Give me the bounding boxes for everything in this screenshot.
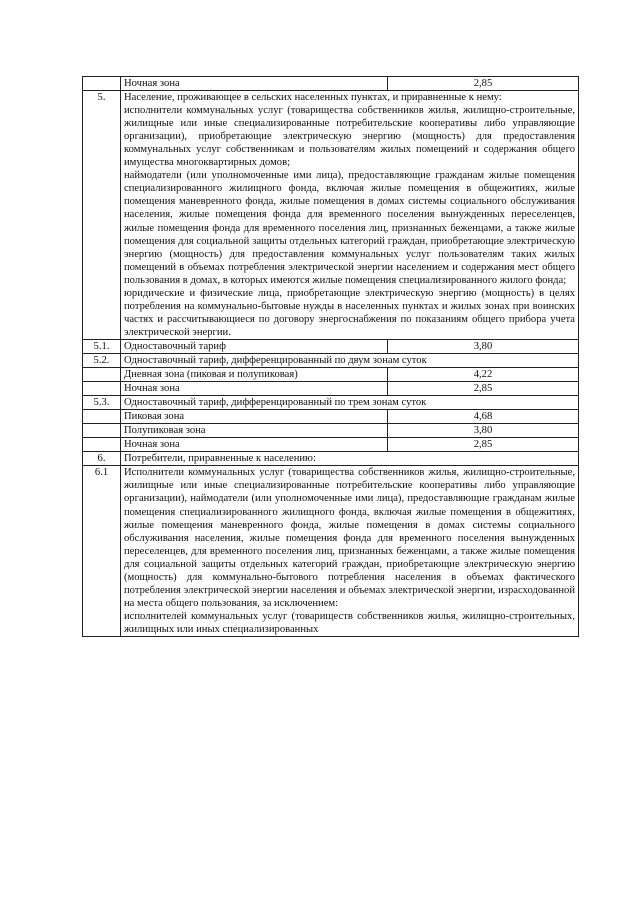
paragraph: Население, проживающее в сельских населенных пунктах, и приравненные к нему:: [124, 92, 502, 104]
tariff-label: Пиковая зона: [121, 410, 388, 424]
table-row: [83, 382, 579, 396]
table-row: [83, 424, 579, 438]
tariff-document: [82, 76, 578, 637]
tariff-value: 3,80: [388, 339, 579, 353]
row-number: 5.: [83, 91, 121, 340]
table-row: [83, 339, 579, 353]
paragraph: Исполнители коммунальных услуг (товарищества собственников жилья, жилищно-строительные, жилищные или иные специализированные потребительские кооперативы либо управляющие организации), наймодатели (или уполномоченные ими лица), предоставляющие гражданам жилые помещения специализированного жилищного фонда, включая жилые помещения в общежитиях, жилые помещения маневренного фонда, жилые помещения в домах системы социального обслуживания населения, жилые помещения фонда для временного поселения вынужденных переселенцев, для временного поселения лиц, признанных беженцами, а также жилые помещения для социальной защиты отдельных категорий граждан, приобретающие электрическую энергию (мощность) для коммунально-бытового потребления населения в объемах фактического потребления электрической энергии населения и объемах электрической энергии, израсходованной на места общего пользования, за исключением:: [124, 467, 575, 609]
tariff-label: Ночная зона: [121, 382, 388, 396]
row-number-cell: [83, 410, 121, 424]
row-number: 6.1: [83, 466, 121, 637]
paragraph: наймодатели (или уполномоченные ими лица), предоставляющие гражданам жилые помещения специализированного жилищного фонда, включая жилые помещения в общежитиях, жилые помещения маневренного фонда, жилые помещения в домах системы социального обслуживания населения, жилые помещения фонда для временного поселения вынужденных переселенцев, жилые помещения фонда для временного поселения лиц, признанных беженцами, а также жилые помещения для социальной защиты отдельных категорий граждан, приобретающие электрическую энергию (мощность) для предоставления коммунальных услуг пользователям таких жилых помещений в объемах потребления электрической энергии населением и содержания мест общего пользования в домах, в которых имеются жилые помещения специализированного жилого фонда;: [124, 170, 575, 286]
tariff-value: 2,85: [388, 382, 579, 396]
row-number: 5.2.: [83, 353, 121, 367]
row-number-cell: [83, 424, 121, 438]
table-row-section-6-1: [83, 466, 579, 637]
table-row: [83, 77, 579, 91]
row-number-cell: [83, 382, 121, 396]
row-number: 5.3.: [83, 396, 121, 410]
row-number-cell: [83, 77, 121, 91]
tariff-label: Ночная зона: [121, 438, 388, 452]
paragraph: исполнителей коммунальных услуг (товариществ собственников жилья, жилищно-строительных, жилищных или иных специализированных: [124, 610, 575, 635]
tariff-label: Одноставочный тариф, дифференцированный по двум зонам суток: [121, 353, 579, 367]
tariff-value: 2,85: [388, 77, 579, 91]
tariff-value: 3,80: [388, 424, 579, 438]
table-row: [83, 410, 579, 424]
section-title: Потребители, приравненные к населению:: [121, 452, 579, 466]
section-description: [121, 466, 579, 637]
tariff-label: Полупиковая зона: [121, 424, 388, 438]
row-number: 6.: [83, 452, 121, 466]
tariff-label: Ночная зона: [121, 77, 388, 91]
tariff-value: 4,22: [388, 368, 579, 382]
table-row: [83, 438, 579, 452]
paragraph: юридические и физические лица, приобретающие электрическую энергию (мощность) в целях потребления на коммунально-бытовые нужды в населенных пунктах и жилых зонах при воинских частях и рассчитывающиеся по договору энергоснабжения по показаниям общего прибора учета электрической энергии.: [124, 287, 575, 338]
tariff-value: 4,68: [388, 410, 579, 424]
table-row: [83, 353, 579, 367]
row-number: 5.1.: [83, 339, 121, 353]
row-number-cell: [83, 368, 121, 382]
section-description: [121, 91, 579, 340]
row-number-cell: [83, 438, 121, 452]
tariff-label: Дневная зона (пиковая и полупиковая): [121, 368, 388, 382]
table-row: [83, 368, 579, 382]
tariff-label: Одноставочный тариф, дифференцированный по трем зонам суток: [121, 396, 579, 410]
tariff-value: 2,85: [388, 438, 579, 452]
tariff-table: [82, 76, 579, 637]
table-row-section-5: [83, 91, 579, 340]
table-row: [83, 396, 579, 410]
paragraph: исполнители коммунальных услуг (товарищества собственников жилья, жилищно-строительные, жилищные или иные специализированные потребительские кооперативы либо управляющие организации), приобретающие электрическую энергию (мощность) для предоставления коммунальных услуг собственникам и пользователям жилых помещений и содержания общего имущества многоквартирных домов;: [124, 105, 575, 169]
tariff-label: Одноставочный тариф: [121, 339, 388, 353]
table-row-section-6: [83, 452, 579, 466]
